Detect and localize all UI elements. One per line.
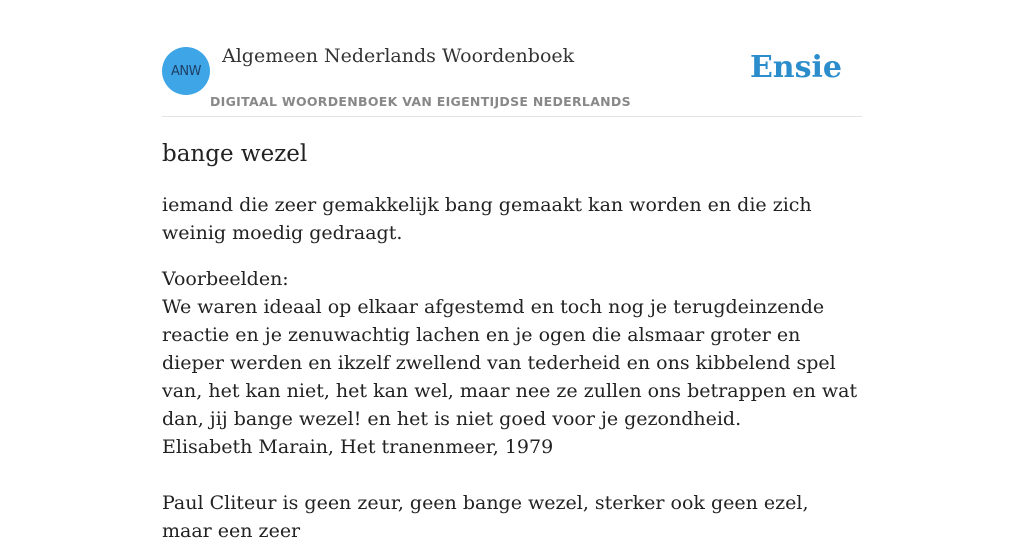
anw-logo-text: ANW xyxy=(171,63,201,79)
site-subtitle: DIGITAAL WOORDENBOEK VAN EIGENTIJDSE NEDERLANDS xyxy=(210,94,631,109)
entry-content xyxy=(162,138,864,545)
example-source: Elisabeth Marain, Het tranenmeer, 1979 xyxy=(162,436,554,458)
examples-label: Voorbeelden: xyxy=(162,268,289,290)
ensie-brand-logo[interactable]: Ensie xyxy=(749,50,842,85)
example-text: We waren ideaal op elkaar afgestemd en toch nog je terugdeinzende reactie en je zenuwachtig lachen en je ogen die alsmaar groter en dieper werden en ikzelf zwellend van tederheid en ons kibbelend spel van, het kan niet, het kan wel, maar nee ze zullen ons betrappen en wat dan, jij bange wezel! en het is niet goed voor je gezondheid. xyxy=(162,296,858,430)
example-text: Paul Cliteur is geen zeur, geen bange wezel, sterker ook geen ezel, maar een zeer xyxy=(162,492,809,542)
examples-section xyxy=(162,265,864,545)
entry-term: bange wezel xyxy=(162,141,308,167)
anw-logo[interactable] xyxy=(162,47,210,95)
site-title[interactable]: Algemeen Nederlands Woordenboek xyxy=(222,45,575,67)
entry-definition: iemand die zeer gemakkelijk bang gemaakt kan worden en die zich weinig moedig gedraagt. xyxy=(162,194,812,244)
site-header xyxy=(162,0,862,117)
